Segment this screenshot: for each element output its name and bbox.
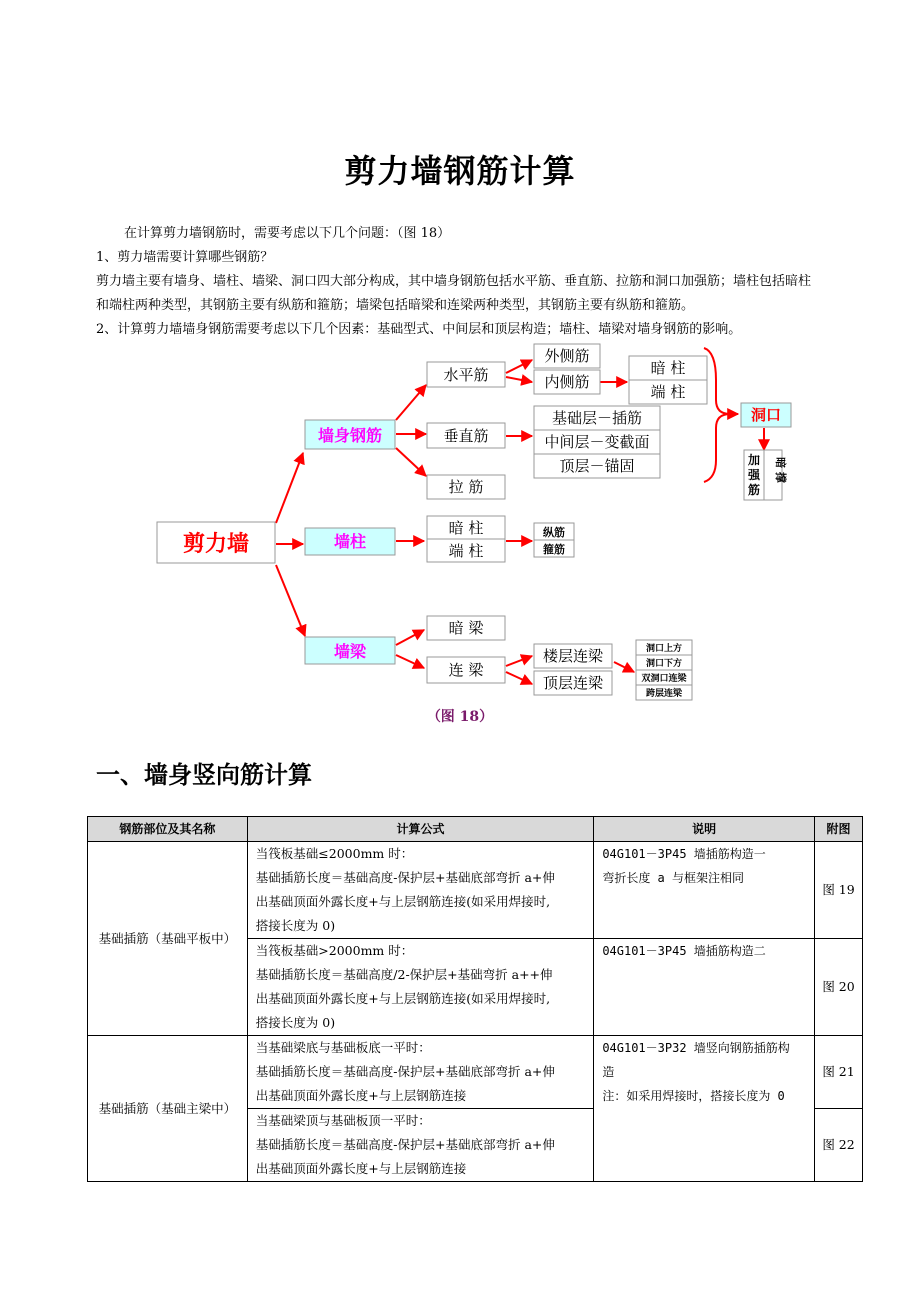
figure-ref: 图 22	[815, 1109, 863, 1182]
section-heading: 一、墙身竖向筋计算	[96, 760, 312, 789]
intro-question-1: 1、剪力墙需要计算哪些钢筋？	[96, 250, 274, 265]
wall-beam-label: 墙梁	[333, 642, 367, 661]
intro-question-2: 2、计算剪力墙墙身钢筋需要考虑以下几个因素：基础型式、中间层和顶层构造；墙柱、墙梁对墙身钢筋的影响。	[96, 322, 742, 337]
col-hidden-label: 暗 柱	[448, 519, 484, 537]
intro-paragraph-2a: 剪力墙主要有墙身、墙柱、墙梁、洞口四大部分构成，其中墙身钢筋包括水平筋、垂直筋、拉筋和洞口加强筋；墙柱包括暗柱	[96, 274, 812, 289]
header-part: 钢筋部位及其名称	[88, 817, 248, 842]
formula-cell: 当筏板基础≤2000mm 时： 基础插筋长度＝基础高度-保护层+基础底部弯折 a+伸 出基础顶面外露长度+与上层钢筋连接(如采用焊接时, 搭接长度为 0)	[247, 842, 594, 939]
col-end-label: 端 柱	[448, 542, 484, 560]
vertical-label: 垂直筋	[443, 427, 489, 445]
reinforce-char-2: 强	[747, 468, 761, 482]
horizontal-label: 水平筋	[443, 366, 489, 384]
intro-paragraph-2b: 和端柱两种类型，其钢筋主要有纵筋和箍筋；墙梁包括暗梁和连梁两种类型，其钢筋主要有纵筋和箍筋。	[96, 298, 695, 313]
part-cell: 基础插筋（基础平板中）	[88, 842, 248, 1036]
intro-paragraph-1: 在计算剪力墙钢筋时，需要考虑以下几个问题：（图 18）	[124, 226, 451, 241]
top-link-label: 顶层连梁	[542, 674, 604, 692]
table-row	[88, 1036, 863, 1109]
outer-label: 外侧筋	[544, 347, 590, 365]
part-cell: 基础插筋（基础主梁中）	[88, 1036, 248, 1182]
reinforce-char-1: 加	[747, 453, 761, 467]
reinforce-char-3: 筋	[747, 483, 761, 497]
page-title: 剪力墙钢筋计算	[344, 152, 576, 190]
root-label: 剪力墙	[182, 532, 250, 557]
inner-label: 内侧筋	[544, 373, 590, 391]
beam-hidden-label: 暗 梁	[448, 619, 484, 637]
wall-body-label: 墙身钢筋	[317, 426, 383, 445]
formula-cell: 当基础梁顶与基础板顶一平时： 基础插筋长度＝基础高度-保护层+基础底部弯折 a+伸 出基础顶面外露长度+与上层钢筋连接	[247, 1109, 594, 1182]
rebar-spec-table	[87, 816, 863, 1182]
base-layer-label: 基础层－插筋	[551, 409, 643, 427]
tie-label: 拉 筋	[448, 478, 484, 496]
stirrup-label: 箍筋	[543, 543, 565, 556]
link-type-2: 洞口下方	[645, 659, 683, 669]
end-col-label: 端 柱	[650, 383, 686, 401]
top-layer-label: 顶层－锚固	[559, 457, 635, 475]
link-type-3: 双洞口连梁	[641, 674, 687, 684]
long-bar-label: 纵筋	[543, 526, 565, 539]
header-formula: 计算公式	[247, 817, 594, 842]
figure-ref: 图 21	[815, 1036, 863, 1109]
link-type-1: 洞口上方	[645, 644, 683, 654]
formula-cell: 当筏板基础>2000mm 时： 基础插筋长度＝基础高度/2-保护层+基础弯折 a++伸 出基础顶面外露长度+与上层钢筋连接(如采用焊接时, 搭接长度为 0)	[247, 939, 594, 1036]
wall-column-label: 墙柱	[333, 532, 367, 551]
figure-ref: 图 19	[815, 842, 863, 939]
opening-label: 洞口	[750, 406, 782, 424]
header-fig: 附图	[815, 817, 863, 842]
table-row	[88, 842, 863, 939]
reinforce-side-label: 暗 撑	[774, 457, 787, 483]
hidden-col-label: 暗 柱	[650, 359, 686, 377]
link-type-4: 跨层连梁	[645, 689, 683, 699]
mid-layer-label: 中间层－变截面	[544, 433, 650, 451]
note-cell: 04G101－3P45 墙插筋构造二	[594, 939, 815, 1036]
header-note: 说明	[594, 817, 815, 842]
floor-link-label: 楼层连梁	[542, 647, 604, 665]
note-cell: 04G101－3P32 墙竖向钢筋插筋构 造 注：如采用焊接时，搭接长度为 0	[594, 1036, 815, 1182]
figure-ref: 图 20	[815, 939, 863, 1036]
figure-caption: （图 18）	[426, 709, 494, 725]
beam-link-label: 连 梁	[448, 661, 484, 679]
table-header-row	[88, 817, 863, 842]
note-cell: 04G101－3P45 墙插筋构造一 弯折长度 a 与框架注相同	[594, 842, 815, 939]
formula-cell: 当基础梁底与基础板底一平时： 基础插筋长度＝基础高度-保护层+基础底部弯折 a+伸 出基础顶面外露长度+与上层钢筋连接	[247, 1036, 594, 1109]
